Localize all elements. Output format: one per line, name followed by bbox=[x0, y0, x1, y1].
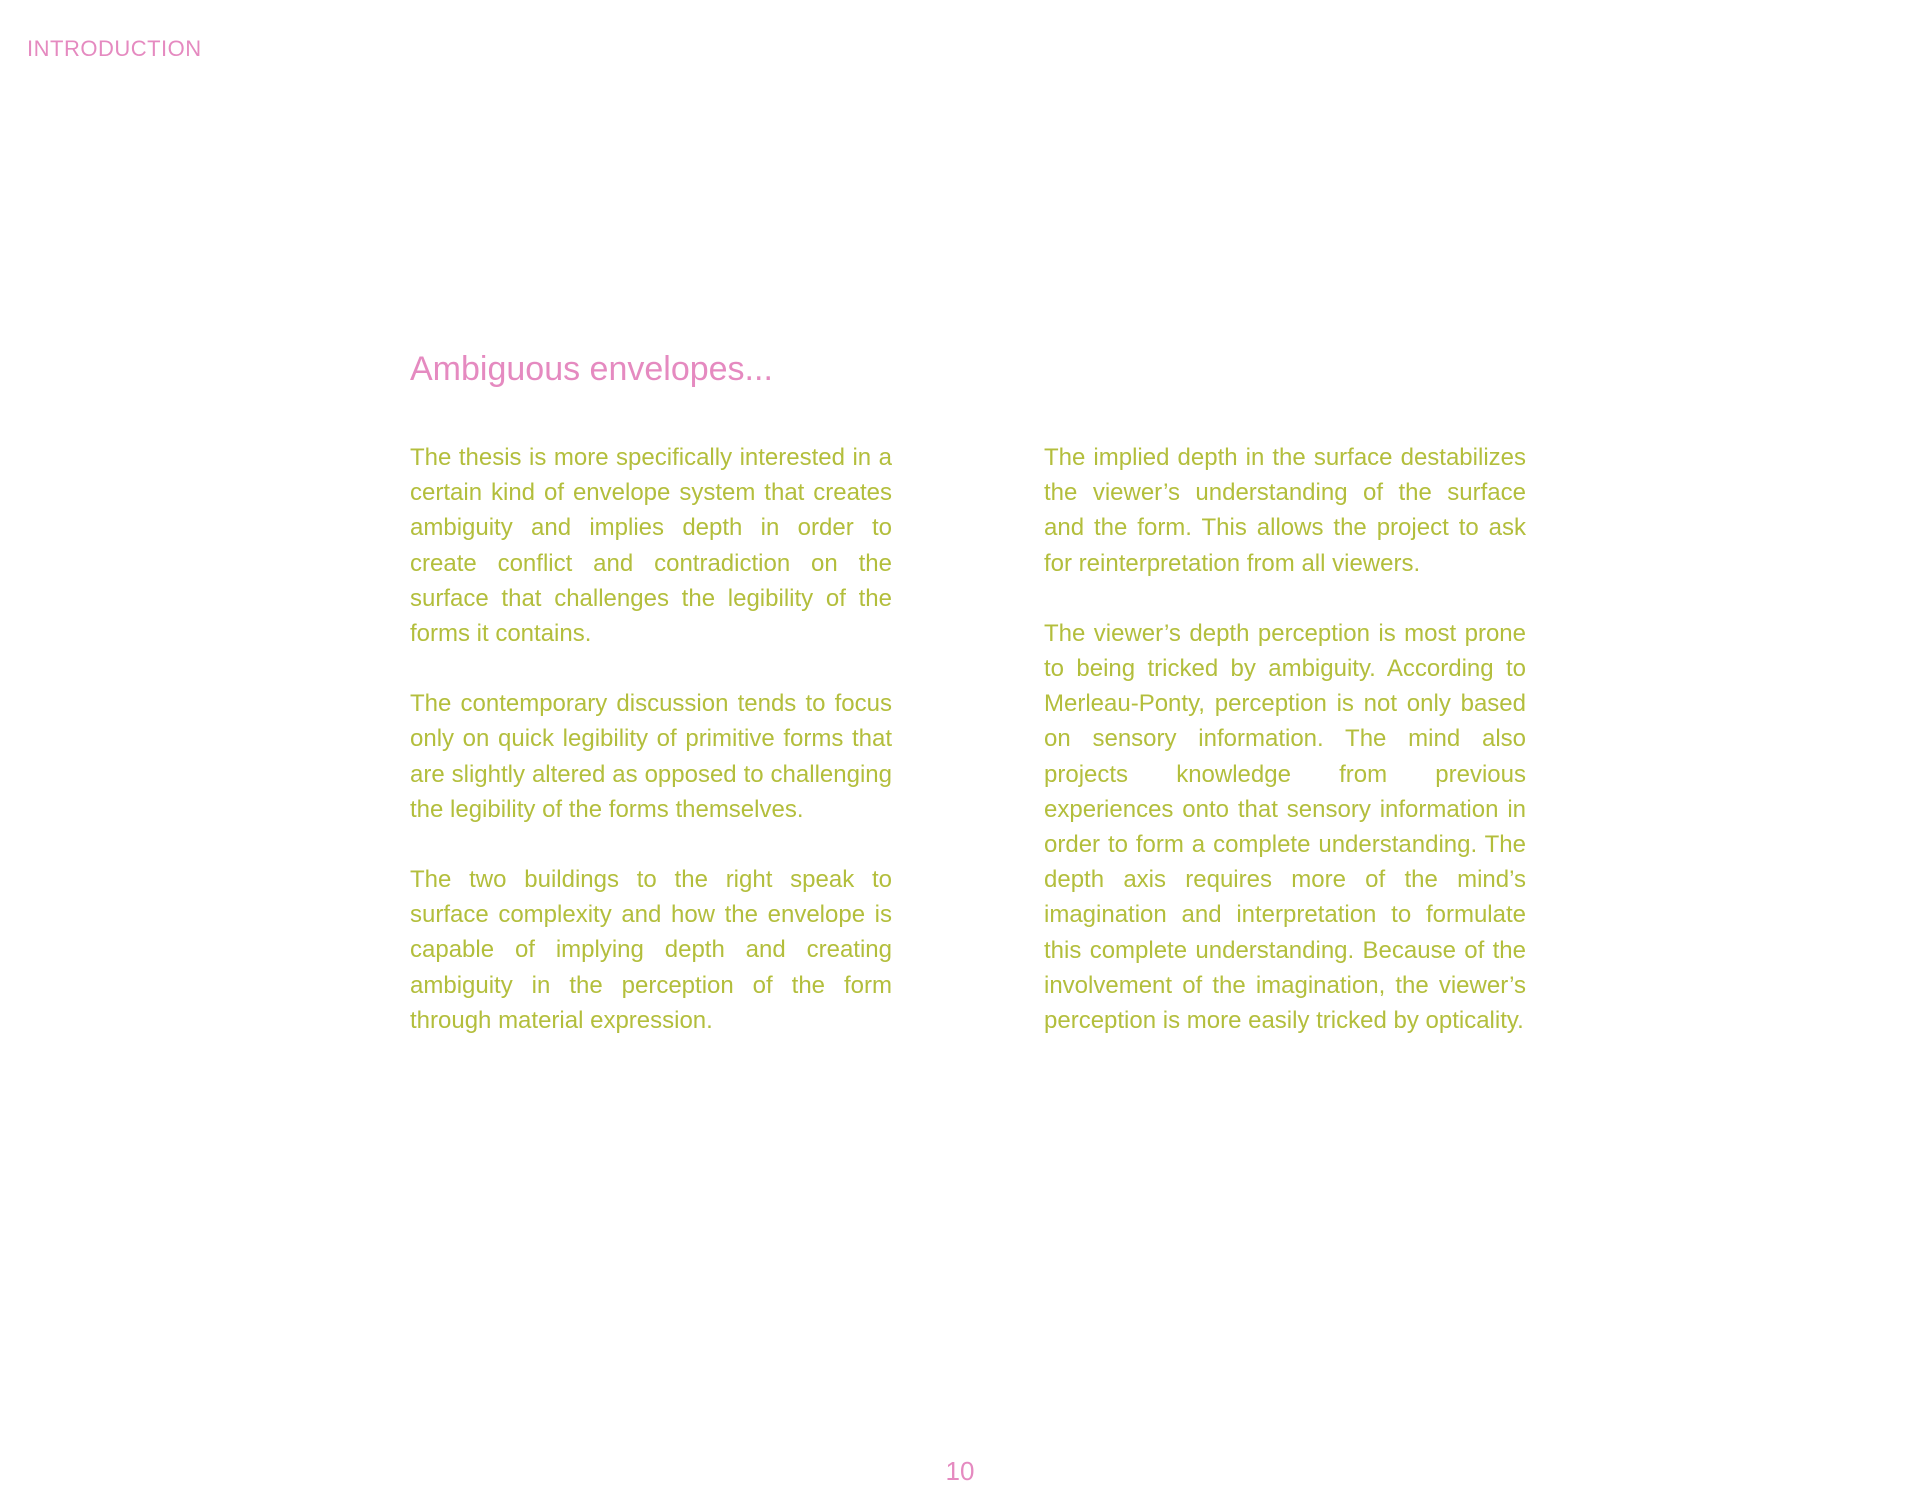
page-heading: Ambiguous envelopes... bbox=[410, 350, 773, 388]
left-paragraph-2: The contemporary discussion tends to focus only on quick legibility of primitive forms that are slightly altered as opposed to challenging the legibility of the forms themselves. bbox=[410, 690, 892, 823]
right-paragraph-1: The implied depth in the surface destabilizes the viewer’s understanding of the surface and the form. This allows the project to ask for reinterpretation from all viewers. bbox=[1044, 444, 1526, 577]
left-paragraph-3: The two buildings to the right speak to surface complexity and how the envelope is capable of implying depth and creating ambiguity in the perception of the form through material expression. bbox=[410, 866, 892, 1034]
left-text-column bbox=[410, 440, 892, 1073]
left-paragraph-1: The thesis is more specifically interested in a certain kind of envelope system that creates ambiguity and implies depth in order to create conflict and contradiction on the surface that challenges the legibility of the forms it contains. bbox=[410, 444, 892, 648]
page-number: 10 bbox=[945, 1456, 975, 1486]
right-paragraph-2: The viewer’s depth perception is most prone to being tricked by ambiguity. According to Merleau-Ponty, perception is not only based on sensory information. The mind also projects knowledge from previous experiences onto that sensory information in order to form a complete understanding. The depth axis requires more of the mind’s imagination and interpretation to formulate this complete understanding. Because of the involvement of the imagination, the viewer’s perception is more easily tricked by opticality. bbox=[1044, 619, 1526, 1035]
right-text-column bbox=[1044, 440, 1526, 1073]
section-label: INTRODUCTION bbox=[27, 36, 202, 61]
